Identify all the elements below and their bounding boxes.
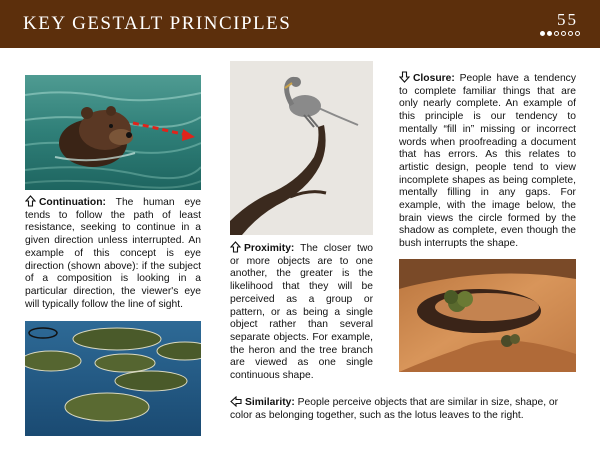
closure-paragraph: [399, 71, 576, 251]
page-dot: [568, 31, 573, 36]
down-arrow-icon: [399, 71, 410, 83]
page-dot: [575, 31, 580, 36]
proximity-text: The closer two or more objects are to one another, the greater is the likelihood that they will be perceived as a group or pattern, or as being a single object rather than several separate objects. For example, the heron and the tree branch are viewed as one single continuous shape.: [230, 243, 373, 382]
page-dot: [554, 31, 559, 36]
continuation-paragraph: [25, 195, 201, 311]
proximity-paragraph: [230, 241, 373, 383]
continuation-heading: Continuation:: [39, 197, 116, 208]
page-number: 55: [557, 10, 578, 29]
desert-photo: [399, 259, 576, 372]
page-title: KEY GESTALT PRINCIPLES: [23, 13, 292, 34]
lotus-photo: [25, 321, 201, 436]
up-arrow-icon: [230, 241, 241, 253]
closure-text: People have a tendency to complete familiar things that are only nearly complete. An example of this principle is our tendency to mentally “fill in” missing or incorrect words when proofreading a document that has errors. As this relates to artistic design, people tend to view incomplete shapes as being complete, mentally filling in any gaps. For example, with the image below, the brain views the circle formed by the shadow as complete, even though the bush interrupts the shape.: [399, 73, 576, 250]
bear-photo: [25, 75, 201, 190]
proximity-heading: Proximity:: [244, 243, 301, 254]
similarity-heading: Similarity:: [245, 397, 298, 408]
up-arrow-icon: [25, 195, 36, 207]
page-dots: [540, 31, 580, 36]
similarity-text: People perceive objects that are similar in size, shape, or color as belonging together, such as the lotus leaves to the right.: [230, 397, 559, 421]
similarity-paragraph: [230, 396, 576, 422]
page-dot: [540, 31, 545, 36]
left-arrow-icon: [230, 396, 242, 407]
page-dot: [547, 31, 552, 36]
heron-photo: [230, 61, 373, 235]
continuation-text: The human eye tends to follow the path of least resistance, seeking to continue in a given direction unless interrupted. An example of this concept is eye direction (shown above): if the subject of a composition is looking in a particular direction, the viewer's eye will typically follow the line of sight.: [25, 197, 201, 310]
closure-heading: Closure:: [413, 73, 460, 84]
page-dot: [561, 31, 566, 36]
header-bar: [0, 0, 600, 48]
